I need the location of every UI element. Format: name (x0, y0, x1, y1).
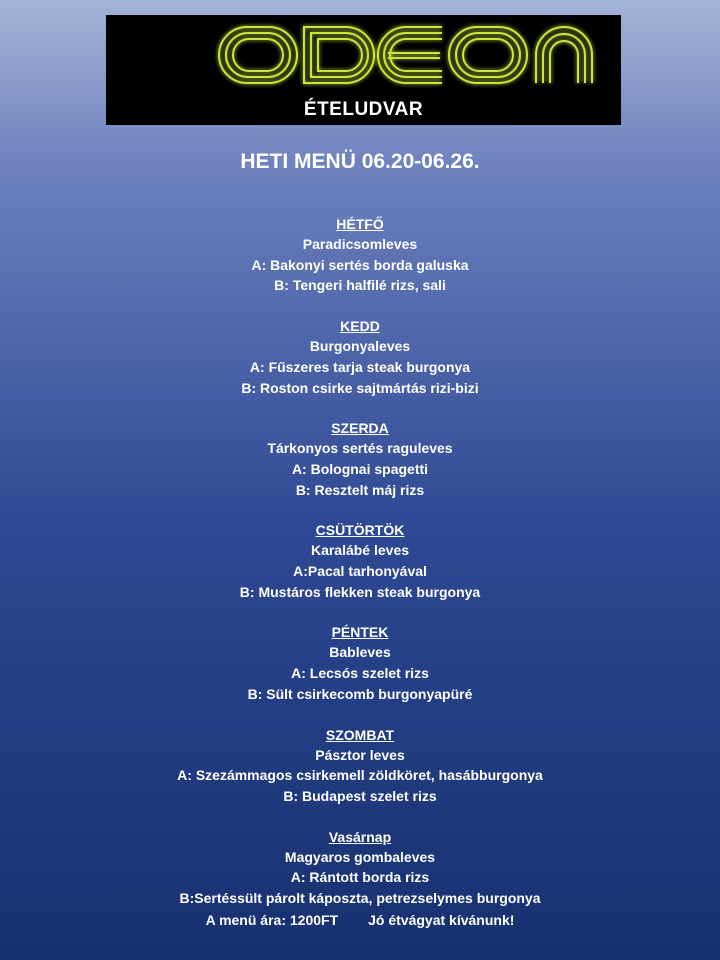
day-block-sunday (0, 827, 720, 909)
page-title: HETI MENÜ 06.20-06.26. (240, 150, 480, 173)
option-b-item: B: Mustáros flekken steak burgonya (239, 583, 481, 600)
header-banner (106, 15, 621, 125)
option-a-item: A: Lecsós szelet rizs (291, 665, 429, 682)
weekly-menu (0, 214, 720, 929)
day-name: SZOMBAT (325, 726, 395, 743)
day-block-saturday (0, 725, 720, 807)
option-a-item: A: Fűszeres tarja steak burgonya (249, 358, 471, 375)
day-name: PÉNTEK (331, 624, 389, 641)
day-name: Vasárnap (328, 828, 392, 845)
footer (0, 912, 720, 928)
odeon-logo (106, 15, 621, 93)
soup-item: Burgonyaleves (309, 338, 411, 355)
subtitle: ÉTELUDVAR (303, 99, 424, 120)
day-name: SZERDA (331, 420, 389, 437)
option-b-item: B: Tengeri halfilé rizs, sali (274, 277, 446, 294)
day-name: HÉTFŐ (336, 216, 384, 232)
soup-item: Pásztor leves (315, 746, 405, 763)
option-a-item: A: Szezámmagos csirkemell zöldköret, hasábburgonya (177, 767, 543, 784)
day-block-thursday (0, 520, 720, 602)
soup-item: Paradicsomleves (302, 236, 418, 252)
option-b-item: B: Budapest szelet rizs (283, 787, 437, 804)
soup-item: Bableves (329, 644, 391, 661)
day-block-monday (0, 214, 720, 296)
day-block-wednesday (0, 418, 720, 500)
soup-item: Tárkonyos sertés raguleves (267, 440, 453, 457)
option-a-item: A: Rántott borda rizs (290, 869, 430, 886)
option-a-item: A: Bolognai spagetti (291, 460, 429, 477)
soup-item: Magyaros gombaleves (284, 848, 436, 865)
option-b-item: B:Sertéssült párolt káposzta, petrezselymes burgonya (179, 890, 541, 907)
option-b-item: B: Sült csirkecomb burgonyapüré (247, 685, 473, 702)
option-a-item: A: Bakonyi sertés borda galuska (251, 256, 469, 273)
day-name: CSÜTÖRTÖK (315, 522, 405, 539)
day-name: KEDD (340, 318, 380, 335)
enjoy-message: Jó étvágyat kívánunk! (368, 912, 515, 928)
option-a-item: A:Pacal tarhonyával (293, 563, 427, 580)
option-b-item: B: Resztelt máj rizs (295, 481, 425, 498)
day-block-friday (0, 622, 720, 704)
menu-price: A menü ára: 1200FT (205, 912, 339, 928)
soup-item: Karalábé leves (310, 542, 410, 559)
option-b-item: B: Roston csirke sajtmártás rizi-bizi (241, 379, 479, 396)
day-block-tuesday (0, 316, 720, 398)
